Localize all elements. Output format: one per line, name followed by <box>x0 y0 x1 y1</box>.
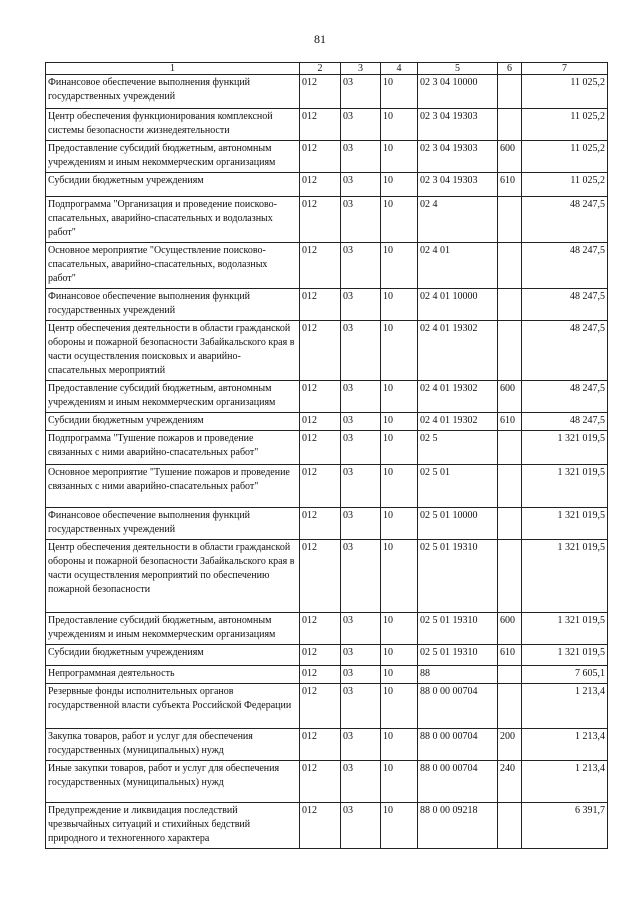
section-code-cell: 03 <box>341 508 381 540</box>
subsection-code-cell: 10 <box>381 141 418 173</box>
amount-cell: 1 321 019,5 <box>522 613 608 645</box>
column-header: 1 <box>46 63 300 75</box>
table-row <box>46 645 608 666</box>
table-row <box>46 141 608 173</box>
target-article-cell: 02 5 01 10000 <box>418 508 498 540</box>
expense-type-cell <box>498 803 522 849</box>
amount-cell: 48 247,5 <box>522 243 608 289</box>
table-row <box>46 761 608 803</box>
expense-type-cell: 200 <box>498 729 522 761</box>
row-name-cell: Подпрограмма "Тушение пожаров и проведение связанных с ними аварийно-спасательных работ" <box>46 431 300 465</box>
target-article-cell: 88 0 00 00704 <box>418 729 498 761</box>
table-body <box>46 75 608 849</box>
amount-cell: 11 025,2 <box>522 141 608 173</box>
target-article-cell: 02 3 04 19303 <box>418 141 498 173</box>
target-article-cell: 88 0 00 09218 <box>418 803 498 849</box>
column-header: 3 <box>341 63 381 75</box>
target-article-cell: 02 5 01 19310 <box>418 540 498 613</box>
section-code-cell: 03 <box>341 243 381 289</box>
row-name-cell: Центр обеспечения деятельности в области гражданской обороны и пожарной безопасности Забайкальского края в части осуществления мероприятий по обеспечению пожарной безопасности <box>46 540 300 613</box>
subsection-code-cell: 10 <box>381 75 418 109</box>
amount-cell: 48 247,5 <box>522 197 608 243</box>
section-code-cell: 03 <box>341 141 381 173</box>
subsection-code-cell: 10 <box>381 321 418 381</box>
section-code-cell: 03 <box>341 431 381 465</box>
section-code-cell: 03 <box>341 540 381 613</box>
row-name-cell: Предоставление субсидий бюджетным, автономным учреждениям и иным некоммерческим организациям <box>46 381 300 413</box>
target-article-cell: 88 0 00 00704 <box>418 684 498 729</box>
row-name-cell: Основное мероприятие "Осуществление поисково-спасательных, аварийно-спасательных, водолазных работ" <box>46 243 300 289</box>
section-code-cell: 03 <box>341 666 381 684</box>
subsection-code-cell: 10 <box>381 289 418 321</box>
row-name-cell: Иные закупки товаров, работ и услуг для обеспечения государственных (муниципальных) нужд <box>46 761 300 803</box>
column-header: 2 <box>300 63 341 75</box>
table-row <box>46 613 608 645</box>
amount-cell: 11 025,2 <box>522 173 608 197</box>
expense-type-cell <box>498 508 522 540</box>
ministry-code-cell: 012 <box>300 508 341 540</box>
expense-type-cell <box>498 540 522 613</box>
subsection-code-cell: 10 <box>381 381 418 413</box>
table-row <box>46 243 608 289</box>
ministry-code-cell: 012 <box>300 141 341 173</box>
table-row <box>46 540 608 613</box>
row-name-cell: Подпрограмма "Организация и проведение поисково-спасательных, аварийно-спасательных и водолазных работ" <box>46 197 300 243</box>
subsection-code-cell: 10 <box>381 540 418 613</box>
ministry-code-cell: 012 <box>300 413 341 431</box>
row-name-cell: Центр обеспечения деятельности в области гражданской обороны и пожарной безопасности Забайкальского края в части осуществления поисковых и аварийно-спасательных мероприятий <box>46 321 300 381</box>
section-code-cell: 03 <box>341 173 381 197</box>
target-article-cell: 02 5 01 19310 <box>418 645 498 666</box>
section-code-cell: 03 <box>341 381 381 413</box>
subsection-code-cell: 10 <box>381 465 418 508</box>
target-article-cell: 02 4 01 <box>418 243 498 289</box>
ministry-code-cell: 012 <box>300 666 341 684</box>
table-row <box>46 684 608 729</box>
table-row <box>46 431 608 465</box>
ministry-code-cell: 012 <box>300 381 341 413</box>
section-code-cell: 03 <box>341 645 381 666</box>
row-name-cell: Центр обеспечения функционирования комплексной системы безопасности жизнедеятельности <box>46 109 300 141</box>
expense-type-cell: 610 <box>498 173 522 197</box>
ministry-code-cell: 012 <box>300 289 341 321</box>
ministry-code-cell: 012 <box>300 109 341 141</box>
subsection-code-cell: 10 <box>381 684 418 729</box>
section-code-cell: 03 <box>341 729 381 761</box>
target-article-cell: 02 3 04 19303 <box>418 173 498 197</box>
subsection-code-cell: 10 <box>381 173 418 197</box>
target-article-cell: 02 5 01 19310 <box>418 613 498 645</box>
row-name-cell: Финансовое обеспечение выполнения функций государственных учреждений <box>46 75 300 109</box>
amount-cell: 1 213,4 <box>522 761 608 803</box>
ministry-code-cell: 012 <box>300 431 341 465</box>
expense-type-cell <box>498 684 522 729</box>
amount-cell: 1 321 019,5 <box>522 508 608 540</box>
page-number: 81 <box>314 32 326 46</box>
subsection-code-cell: 10 <box>381 431 418 465</box>
target-article-cell: 02 4 01 19302 <box>418 321 498 381</box>
table-header-row <box>46 63 608 75</box>
target-article-cell: 02 3 04 19303 <box>418 109 498 141</box>
subsection-code-cell: 10 <box>381 761 418 803</box>
target-article-cell: 02 3 04 10000 <box>418 75 498 109</box>
expense-type-cell: 600 <box>498 613 522 645</box>
ministry-code-cell: 012 <box>300 803 341 849</box>
ministry-code-cell: 012 <box>300 540 341 613</box>
target-article-cell: 02 5 01 <box>418 465 498 508</box>
expense-type-cell: 240 <box>498 761 522 803</box>
section-code-cell: 03 <box>341 289 381 321</box>
section-code-cell: 03 <box>341 803 381 849</box>
row-name-cell: Финансовое обеспечение выполнения функций государственных учреждений <box>46 289 300 321</box>
row-name-cell: Резервные фонды исполнительных органов государственной власти субъекта Российской Федерации <box>46 684 300 729</box>
amount-cell: 1 321 019,5 <box>522 540 608 613</box>
expense-type-cell: 600 <box>498 381 522 413</box>
subsection-code-cell: 10 <box>381 729 418 761</box>
row-name-cell: Предупреждение и ликвидация последствий чрезвычайных ситуаций и стихийных бедствий природного и техногенного характера <box>46 803 300 849</box>
ministry-code-cell: 012 <box>300 761 341 803</box>
section-code-cell: 03 <box>341 109 381 141</box>
row-name-cell: Предоставление субсидий бюджетным, автономным учреждениям и иным некоммерческим организациям <box>46 613 300 645</box>
table-row <box>46 109 608 141</box>
expense-type-cell <box>498 289 522 321</box>
subsection-code-cell: 10 <box>381 243 418 289</box>
subsection-code-cell: 10 <box>381 109 418 141</box>
expense-type-cell: 600 <box>498 141 522 173</box>
amount-cell: 6 391,7 <box>522 803 608 849</box>
ministry-code-cell: 012 <box>300 173 341 197</box>
amount-cell: 1 321 019,5 <box>522 431 608 465</box>
expense-type-cell <box>498 75 522 109</box>
expense-type-cell <box>498 321 522 381</box>
expense-type-cell <box>498 109 522 141</box>
amount-cell: 1 213,4 <box>522 684 608 729</box>
ministry-code-cell: 012 <box>300 197 341 243</box>
table-row <box>46 197 608 243</box>
column-header: 7 <box>522 63 608 75</box>
subsection-code-cell: 10 <box>381 508 418 540</box>
table-row <box>46 729 608 761</box>
expense-type-cell: 610 <box>498 413 522 431</box>
subsection-code-cell: 10 <box>381 613 418 645</box>
target-article-cell: 02 4 <box>418 197 498 243</box>
row-name-cell: Субсидии бюджетным учреждениям <box>46 645 300 666</box>
section-code-cell: 03 <box>341 684 381 729</box>
table-row <box>46 381 608 413</box>
subsection-code-cell: 10 <box>381 645 418 666</box>
amount-cell: 1 321 019,5 <box>522 465 608 508</box>
ministry-code-cell: 012 <box>300 645 341 666</box>
ministry-code-cell: 012 <box>300 75 341 109</box>
row-name-cell: Основное мероприятие "Тушение пожаров и проведение связанных с ними аварийно-спасательных работ" <box>46 465 300 508</box>
row-name-cell: Финансовое обеспечение выполнения функций государственных учреждений <box>46 508 300 540</box>
section-code-cell: 03 <box>341 321 381 381</box>
subsection-code-cell: 10 <box>381 197 418 243</box>
amount-cell: 48 247,5 <box>522 381 608 413</box>
ministry-code-cell: 012 <box>300 243 341 289</box>
row-name-cell: Непрограммная деятельность <box>46 666 300 684</box>
table-row <box>46 803 608 849</box>
table-row <box>46 75 608 109</box>
table-row <box>46 289 608 321</box>
amount-cell: 11 025,2 <box>522 109 608 141</box>
expense-type-cell <box>498 666 522 684</box>
section-code-cell: 03 <box>341 761 381 803</box>
subsection-code-cell: 10 <box>381 666 418 684</box>
amount-cell: 1 321 019,5 <box>522 645 608 666</box>
target-article-cell: 02 4 01 19302 <box>418 381 498 413</box>
subsection-code-cell: 10 <box>381 803 418 849</box>
target-article-cell: 88 <box>418 666 498 684</box>
section-code-cell: 03 <box>341 613 381 645</box>
row-name-cell: Субсидии бюджетным учреждениям <box>46 413 300 431</box>
ministry-code-cell: 012 <box>300 729 341 761</box>
budget-table <box>45 62 608 849</box>
section-code-cell: 03 <box>341 465 381 508</box>
expense-type-cell <box>498 465 522 508</box>
column-header: 6 <box>498 63 522 75</box>
ministry-code-cell: 012 <box>300 465 341 508</box>
table-row <box>46 173 608 197</box>
ministry-code-cell: 012 <box>300 613 341 645</box>
target-article-cell: 02 4 01 10000 <box>418 289 498 321</box>
expense-type-cell <box>498 431 522 465</box>
section-code-cell: 03 <box>341 413 381 431</box>
amount-cell: 48 247,5 <box>522 289 608 321</box>
ministry-code-cell: 012 <box>300 684 341 729</box>
amount-cell: 11 025,2 <box>522 75 608 109</box>
column-header: 4 <box>381 63 418 75</box>
expense-type-cell <box>498 197 522 243</box>
table-row <box>46 321 608 381</box>
amount-cell: 48 247,5 <box>522 321 608 381</box>
ministry-code-cell: 012 <box>300 321 341 381</box>
target-article-cell: 02 5 <box>418 431 498 465</box>
table-row <box>46 508 608 540</box>
row-name-cell: Закупка товаров, работ и услуг для обеспечения государственных (муниципальных) нужд <box>46 729 300 761</box>
section-code-cell: 03 <box>341 75 381 109</box>
amount-cell: 1 213,4 <box>522 729 608 761</box>
table-row <box>46 465 608 508</box>
target-article-cell: 02 4 01 19302 <box>418 413 498 431</box>
table-row <box>46 666 608 684</box>
row-name-cell: Предоставление субсидий бюджетным, автономным учреждениям и иным некоммерческим организациям <box>46 141 300 173</box>
section-code-cell: 03 <box>341 197 381 243</box>
subsection-code-cell: 10 <box>381 413 418 431</box>
target-article-cell: 88 0 00 00704 <box>418 761 498 803</box>
expense-type-cell <box>498 243 522 289</box>
expense-type-cell: 610 <box>498 645 522 666</box>
column-header: 5 <box>418 63 498 75</box>
table-row <box>46 413 608 431</box>
amount-cell: 7 605,1 <box>522 666 608 684</box>
amount-cell: 48 247,5 <box>522 413 608 431</box>
row-name-cell: Субсидии бюджетным учреждениям <box>46 173 300 197</box>
